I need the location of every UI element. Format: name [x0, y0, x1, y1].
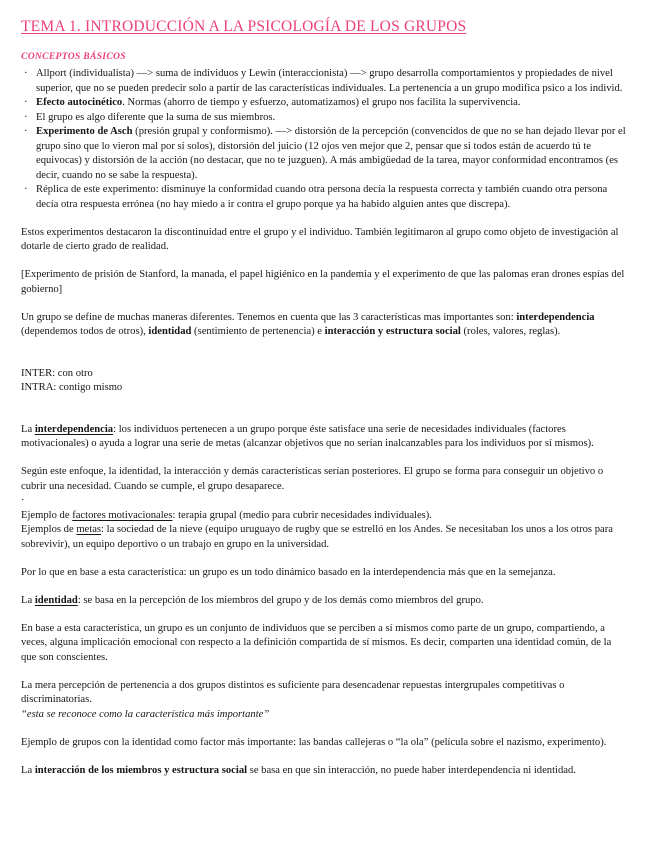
text-segment: La — [21, 423, 35, 435]
text-segment: : los individuos pertenecen a un grupo porque éste satisface una serie de necesidades individuales (factores motivacionales) o ayuda a lograr una serie de metas (alcanzar objetivos que no serían inalcanzables para los individuos por sí mismos). — [21, 423, 594, 450]
text-segment: Efecto autocinético — [36, 97, 123, 109]
text-segment: metas — [76, 524, 102, 536]
paragraph — [21, 736, 627, 751]
bullet-marker: · — [24, 111, 28, 123]
text-segment: : la sociedad de la nieve (equipo uruguayo de rugby que se estrelló en los Andes. Se necesitaban los unos a los otros para sobrevivir), un equipo deportivo o un trabajo en grupo en la universidad. — [21, 524, 613, 550]
text-segment: : terapia grupal (medio para cubrir necesidades individuales). — [172, 509, 432, 521]
paragraph — [21, 381, 627, 396]
blank-line — [21, 396, 627, 410]
text-segment: Experimento de Asch — [36, 126, 133, 138]
text-segment: Allport (individualista) —> suma de individuos y Lewin (interaccionista) —> grupo desarrolla comportamientos y propiedades de nivel superior, que no se pueden predecir solo a partir de las características individuales. La pertenencia a un grupo modifica psico a los individ. — [36, 68, 623, 94]
blank-line — [21, 353, 627, 367]
blank-line — [21, 340, 627, 354]
paragraph — [21, 465, 627, 494]
text-segment: (roles, valores, reglas). — [460, 326, 561, 338]
text-segment: (sentimiento de pertenencia) e — [191, 326, 325, 338]
text-segment: Ejemplo de grupos con la identidad como factor más importante: las bandas callejeras o “la ola” (película sobre el nazismo, experimento). — [21, 736, 607, 748]
text-segment: Estos experimentos destacaron la discontinuidad entre el grupo y el individuo. También legitimaron al grupo como objeto de investigación al dotarle de cierto grado de realidad. — [21, 226, 619, 253]
paragraph — [21, 622, 627, 666]
text-segment: Ejemplo de — [21, 509, 73, 521]
bullet-item — [21, 67, 627, 96]
text-segment: La mera percepción de pertenencia a dos grupos distintos es suficiente para desencadenar repuestas intergrupales competitivas o discriminatorias. — [21, 679, 565, 706]
text-segment: En base a esta característica, un grupo es un conjunto de individuos que se perciben a sí mismos como parte de un grupo, compartiendo, a veces, alguna implicación emocional con respecto a la definición compartida de sí mismos. Es decir, comparten una identidad común, de la que son conscientes. — [21, 622, 612, 663]
text-segment: interdependencia — [34, 423, 114, 435]
blank-line — [21, 552, 627, 566]
text-segment: Réplica de este experimento: disminuye la conformidad cuando otra persona decía la respuesta correcta y también cuando otra persona decía otra respuesta errónea (no hay miedo a ir contra el grupo porque ya ha habido alguien antes que discrepa). — [36, 184, 608, 210]
text-segment: factores motivacionales — [72, 509, 173, 521]
text-segment: La — [21, 764, 35, 776]
text-segment: identidad — [34, 594, 78, 606]
text-segment: [Experimento de prisión de Stanford, la manada, el papel higiénico en la pandemia y el experimento de que las palomas eran drones espías del gobierno] — [21, 269, 625, 295]
text-segment: Según este enfoque, la identidad, la interacción y demás características serían posteriores. El grupo se forma para conseguir un objetivo o cubrir una necesidad. Cuando se cumple, el grupo desaparece. — [21, 466, 604, 492]
blank-line — [21, 452, 627, 466]
paragraph — [21, 311, 627, 340]
text-segment: “esta se reconoce como la característica más importante” — [21, 708, 270, 720]
paragraph — [21, 509, 627, 524]
bullet-marker: · — [24, 184, 28, 196]
text-segment: INTRA: contigo mismo — [21, 382, 123, 394]
paragraph — [21, 708, 627, 723]
text-segment: INTER: con otro — [21, 367, 93, 379]
bullet-item — [21, 96, 627, 111]
text-segment: se basa en que sin interacción, no puede haber interdependencia ni identidad. — [247, 764, 576, 776]
text-segment: (presión grupal y conformismo). —> distorsión de la percepción (convencidos de que no se han dejado llevar por el grupo sino que lo vieron mal por sí solos), distorsión del juicio (12 ojos ven mejor que 2, pensar que si todos están de acuerdo tú te equivocas) y distorsión de la acción (no destacar, que no te juzguen). A más ambigüedad de la tarea, mayor conformidad encontramos (es decir, cuando no se sabe la respuesta). — [36, 126, 626, 181]
page-title: TEMA 1. INTRODUCCIÓN A LA PSICOLOGÍA DE LOS GRUPOS — [21, 18, 467, 35]
paragraph — [21, 423, 627, 452]
paragraph — [21, 226, 627, 255]
bullet-item — [21, 111, 627, 126]
text-segment: La — [21, 594, 35, 606]
text-segment: : se basa en la percepción de los miembros del grupo y de los demás como miembros del grupo. — [77, 594, 484, 606]
text-segment: interdependencia — [516, 311, 595, 323]
blank-line — [21, 608, 627, 622]
text-segment: Un grupo se define de muchas maneras diferentes. Tenemos en cuenta que las 3 características mas importantes son: — [21, 311, 517, 323]
blank-line — [21, 255, 627, 269]
paragraph — [21, 367, 627, 382]
text-segment: (dependemos todos de otros), — [21, 326, 149, 338]
bullet-item — [21, 183, 627, 212]
paragraph — [21, 494, 627, 509]
text-segment: interacción de los miembros y estructura social — [34, 764, 248, 776]
section-heading: CONCEPTOS BÁSICOS — [21, 51, 126, 63]
text-segment: · — [21, 495, 25, 507]
blank-line — [21, 409, 627, 423]
paragraph — [21, 566, 627, 581]
document-content — [21, 67, 627, 778]
bullet-marker: · — [24, 126, 28, 138]
blank-line — [21, 297, 627, 311]
paragraph — [21, 764, 627, 779]
text-segment: El grupo es algo diferente que la suma de sus miembros. — [36, 111, 276, 123]
paragraph — [21, 268, 627, 297]
text-segment: . Normas (ahorro de tiempo y esfuerzo, automatizamos) el grupo nos facilita la supervivencia. — [122, 97, 521, 109]
paragraph — [21, 523, 627, 552]
bullet-item — [21, 125, 627, 183]
text-segment: identidad — [148, 326, 192, 338]
blank-line — [21, 665, 627, 679]
bullet-marker: · — [24, 68, 28, 80]
blank-line — [21, 212, 627, 226]
text-segment: Por lo que en base a esta característica: un grupo es un todo dinámico basado en la interdependencia más que en la semejanza. — [21, 566, 556, 578]
bullet-marker: · — [24, 97, 28, 109]
text-segment: interacción y estructura social — [324, 326, 461, 338]
text-segment: Ejemplos de — [21, 524, 77, 536]
paragraph — [21, 594, 627, 609]
blank-line — [21, 722, 627, 736]
paragraph — [21, 679, 627, 708]
blank-line — [21, 580, 627, 594]
blank-line — [21, 750, 627, 764]
